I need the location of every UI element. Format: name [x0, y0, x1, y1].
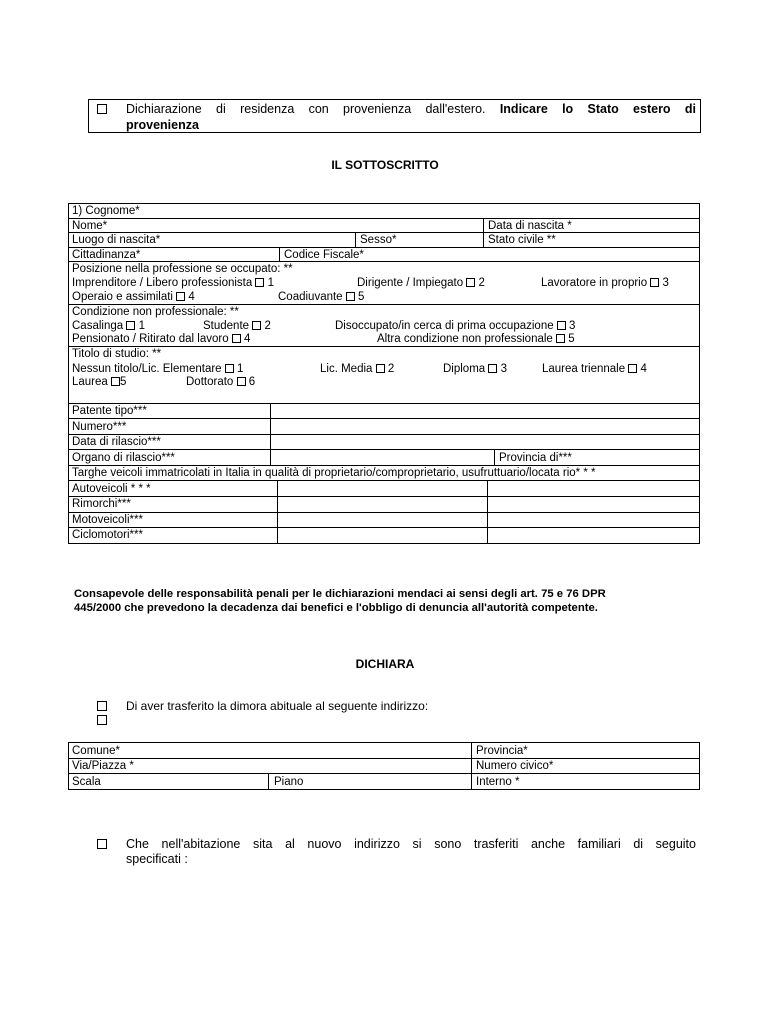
tit-option-1: [72, 362, 243, 376]
cond-2-checkbox[interactable]: [252, 321, 261, 330]
provincia-rilascio-label: Provincia di***: [499, 452, 572, 464]
targhe-label: Targhe veicoli immatricolati in Italia in qualità di proprietario/comproprietario, usufruttuario/locata rio* * *: [72, 467, 596, 479]
tit-option-5: [72, 375, 126, 389]
tit-1-checkbox[interactable]: [225, 364, 234, 373]
tit-option-2: [320, 362, 394, 376]
scala-label: Scala: [72, 776, 101, 788]
numero-label: Numero***: [72, 421, 127, 433]
tit-6-checkbox[interactable]: [237, 377, 246, 386]
cittadinanza-label: Cittadinanza*: [72, 249, 141, 261]
motoveicoli-label: Motoveicoli***: [72, 514, 143, 526]
rimorchi-label: Rimorchi***: [72, 498, 131, 510]
cond-option-1: [72, 319, 145, 333]
pos-option-2-label: Dirigente / Impiegato: [357, 277, 464, 289]
tit-5-checkbox[interactable]: [111, 377, 120, 386]
familiari-line1: Che nell'abitazione sita al nuovo indirizzo si sono trasferiti anche familiari di seguito: [126, 837, 696, 851]
tit-option-5-label: Laurea: [72, 376, 108, 388]
cond-4-checkbox[interactable]: [232, 334, 241, 343]
cond-option-2-label: Studente: [203, 320, 250, 332]
condizione-title: Condizione non professionale: **: [72, 306, 239, 318]
interno-label: Interno *: [476, 776, 520, 788]
tit-2-checkbox[interactable]: [376, 364, 385, 373]
cond-3-checkbox[interactable]: [557, 321, 566, 330]
comune-label: Comune*: [72, 745, 120, 757]
cond-option-5-label: Altra condizione non professionale: [377, 333, 553, 345]
pos-4-number: 4: [188, 291, 195, 303]
provenienza-estero-checkbox[interactable]: [97, 104, 107, 114]
pos-option-3: [541, 276, 669, 290]
cond-4-number: 4: [244, 333, 251, 345]
cond-5-checkbox[interactable]: [556, 334, 565, 343]
organo-label: Organo di rilascio***: [72, 452, 175, 464]
top-box-text: Dichiarazione di residenza con provenienza dall'estero.: [126, 102, 486, 116]
cond-2-number: 2: [264, 320, 271, 332]
pos-option-5: [278, 290, 364, 304]
sesso-label: Sesso*: [360, 234, 397, 246]
pos-option-5-label: Coadiuvante: [278, 291, 343, 303]
provincia-label: Provincia*: [476, 745, 528, 757]
pos-1-checkbox[interactable]: [255, 278, 264, 287]
autoveicoli-label: Autoveicoli * * *: [72, 483, 151, 495]
pos-3-checkbox[interactable]: [650, 278, 659, 287]
tit-3-checkbox[interactable]: [488, 364, 497, 373]
tit-option-4: [542, 362, 647, 376]
title-dichiara: DICHIARA: [355, 657, 415, 671]
tit-4-number: 4: [640, 363, 647, 375]
data-nascita-label: Data di nascita *: [488, 220, 572, 232]
tit-option-3: [443, 362, 507, 376]
pos-option-1: [72, 276, 274, 290]
tit-4-checkbox[interactable]: [628, 364, 637, 373]
pos-option-2: [357, 276, 485, 290]
tit-option-6: [186, 375, 255, 389]
tit-option-1-label: Nessun titolo/Lic. Elementare: [72, 363, 222, 375]
pos-option-3-label: Lavoratore in proprio: [541, 277, 648, 289]
pos-3-number: 3: [662, 277, 669, 289]
pos-option-1-label: Imprenditore / Libero professionista: [72, 277, 253, 289]
familiari-line2: specificati :: [126, 852, 188, 866]
dimora-checkbox[interactable]: [97, 701, 107, 711]
cond-option-3-label: Disoccupato/in cerca di prima occupazione: [335, 320, 554, 332]
stato-civile-label: Stato civile **: [488, 234, 556, 246]
top-box-line1: [126, 102, 696, 116]
cond-option-2: [203, 319, 271, 333]
cond-1-checkbox[interactable]: [126, 321, 135, 330]
cond-option-4-label: Pensionato / Ritirato dal lavoro: [72, 333, 229, 345]
data-rilascio-label: Data di rilascio***: [72, 436, 161, 448]
pos-2-checkbox[interactable]: [466, 278, 475, 287]
tit-3-number: 3: [500, 363, 507, 375]
pos-5-number: 5: [357, 291, 365, 303]
cond-option-3: [335, 319, 575, 333]
cond-option-1-label: Casalinga: [72, 320, 124, 332]
tit-option-4-label: Laurea triennale: [542, 363, 626, 375]
familiari-checkbox[interactable]: [97, 839, 107, 849]
posizione-title: Posizione nella professione se occupato: **: [72, 263, 293, 275]
cond-option-5: [377, 332, 575, 346]
tit-6-number: 6: [248, 376, 256, 388]
title-sottoscritto: IL SOTTOSCRITTO: [331, 158, 439, 172]
cond-5-number: 5: [568, 333, 575, 345]
via-label: Via/Piazza *: [72, 760, 134, 772]
table-address: [68, 742, 700, 790]
titolo-title: Titolo di studio: **: [72, 348, 162, 360]
tit-option-2-label: Lic. Media: [320, 363, 373, 375]
top-box-bold: Indicare lo Stato estero di: [499, 102, 696, 116]
cond-1-number: 1: [138, 320, 145, 332]
cond-3-number: 3: [569, 320, 576, 332]
pos-4-checkbox[interactable]: [176, 292, 185, 301]
top-box-bold2: provenienza: [126, 118, 199, 132]
patente-label: Patente tipo***: [72, 405, 147, 417]
extra-checkbox[interactable]: [97, 715, 107, 725]
consapevole-line1: Consapevole delle responsabilità penali per le dichiarazioni mendaci ai sensi degli art. 75 e 76 DPR: [74, 588, 606, 600]
pos-5-checkbox[interactable]: [346, 292, 355, 301]
pos-option-4: [72, 290, 195, 304]
luogo-nascita-label: Luogo di nascita*: [72, 234, 161, 246]
civico-label: Numero civico*: [476, 760, 554, 772]
tit-option-6-label: Dottorato: [186, 376, 234, 388]
pos-1-number: 1: [267, 277, 275, 289]
tit-1-number: 1: [236, 363, 244, 375]
pos-2-number: 2: [478, 277, 485, 289]
tit-option-3-label: Diploma: [443, 363, 486, 375]
consapevole-line2: 445/2000 che prevedono la decadenza dai benefici e l'obbligo di denuncia all'autorità competente.: [74, 602, 598, 614]
tit-5-number: 5: [120, 376, 127, 388]
piano-label: Piano: [274, 776, 304, 788]
ciclomotori-label: Ciclomotori***: [72, 529, 143, 541]
codice-fiscale-label: Codice Fiscale*: [284, 249, 364, 261]
pos-option-4-label: Operaio e assimilati: [72, 291, 173, 303]
tit-2-number: 2: [387, 363, 395, 375]
cond-option-4: [72, 332, 250, 346]
cognome-label: 1) Cognome*: [72, 205, 140, 217]
dimora-text: Di aver trasferito la dimora abituale al seguente indirizzo:: [126, 699, 429, 713]
nome-label: Nome*: [72, 220, 108, 232]
